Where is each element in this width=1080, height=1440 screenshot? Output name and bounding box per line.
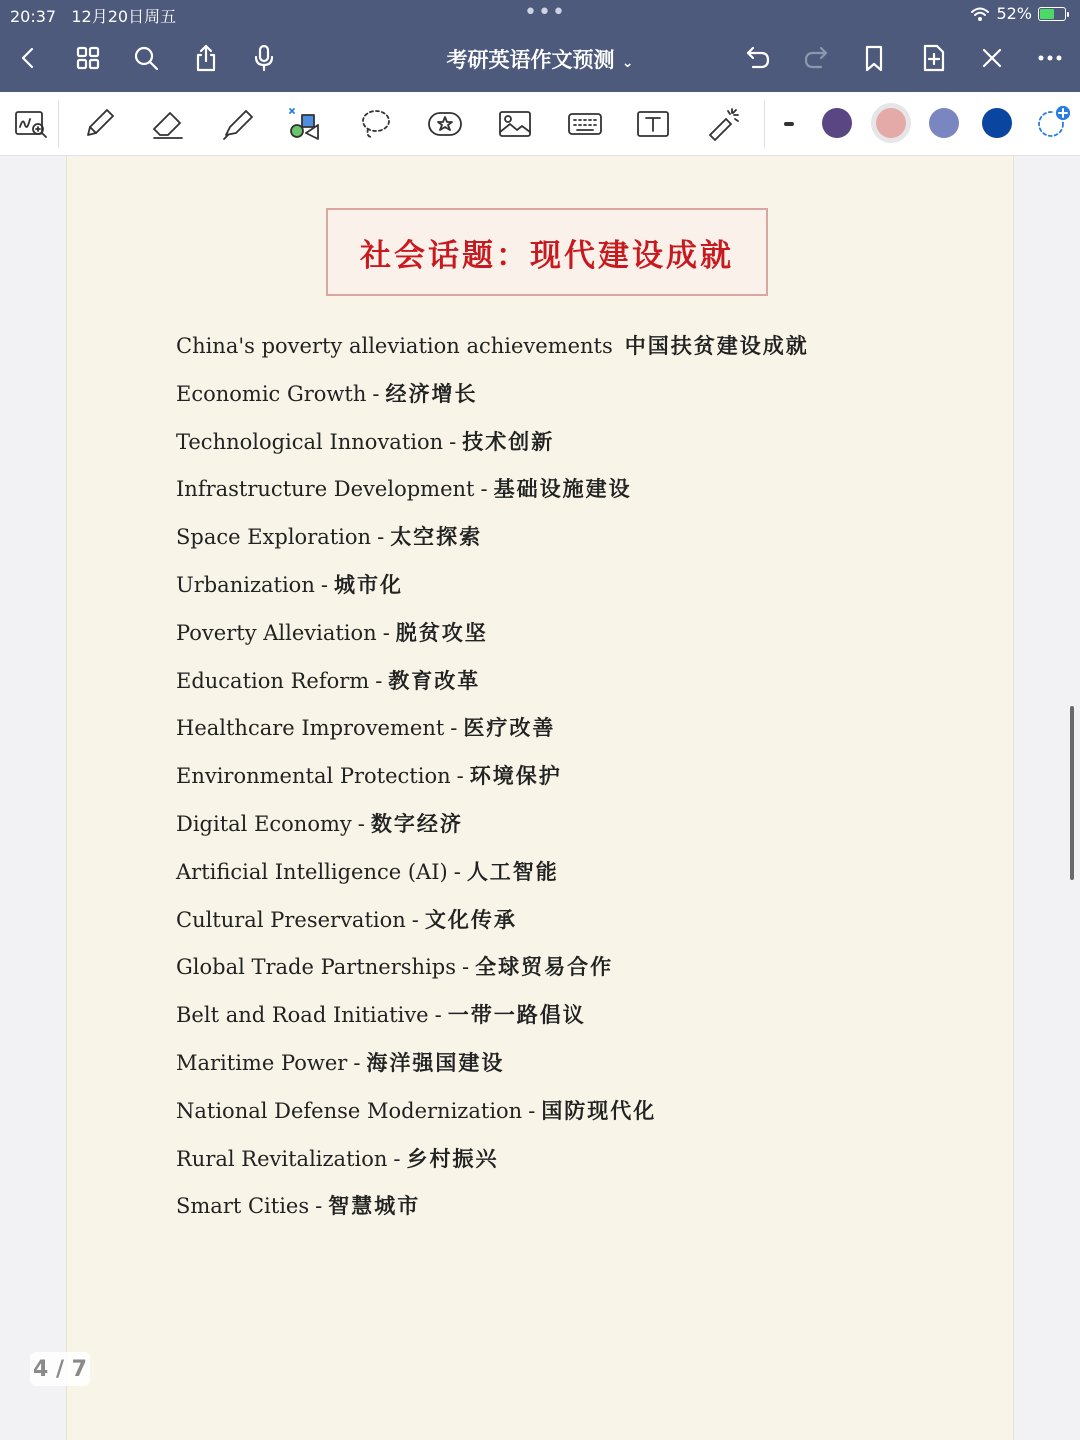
clock-date: 12月20日周五 <box>71 7 177 26</box>
term-separator: - <box>449 429 457 454</box>
list-item <box>176 418 976 466</box>
term-english: Infrastructure Development <box>176 477 475 502</box>
multitask-dots-icon[interactable]: ••• <box>524 0 566 25</box>
list-item <box>176 465 976 513</box>
bookmark-button[interactable] <box>854 38 894 78</box>
term-chinese: 乡村振兴 <box>406 1145 499 1171</box>
term-chinese: 技术创新 <box>462 428 555 454</box>
list-item <box>176 657 976 705</box>
zoom-write-tool[interactable] <box>8 102 54 146</box>
more-icon <box>1035 43 1065 73</box>
term-english: Poverty Alleviation <box>176 620 377 645</box>
undo-icon <box>743 43 773 73</box>
color-swatch-pink[interactable] <box>876 108 906 138</box>
term-separator: - <box>320 572 328 597</box>
list-item <box>176 800 976 848</box>
term-separator: - <box>393 1146 401 1171</box>
microphone-icon <box>249 43 279 73</box>
list-item <box>176 991 976 1039</box>
document-page[interactable] <box>66 156 1014 1440</box>
list-item <box>176 896 976 944</box>
search-button[interactable] <box>126 38 166 78</box>
term-english: Global Trade Partnerships <box>176 955 457 980</box>
term-separator: - <box>372 381 380 406</box>
term-list <box>176 322 976 1230</box>
term-chinese: 基础设施建设 <box>493 476 632 502</box>
lasso-tool[interactable] <box>352 102 398 146</box>
share-icon <box>191 43 221 73</box>
term-english: Smart Cities <box>176 1194 310 1219</box>
term-chinese: 中国扶贫建设成就 <box>624 333 809 358</box>
close-pen-button[interactable] <box>972 38 1012 78</box>
term-chinese: 智慧城市 <box>328 1193 421 1219</box>
term-english: Artificial Intelligence (AI) <box>176 859 448 884</box>
term-english: Maritime Power <box>176 1050 348 1075</box>
term-separator: - <box>382 620 390 645</box>
search-icon <box>131 43 161 73</box>
term-english: Digital Economy <box>176 811 352 836</box>
term-english: Environmental Protection <box>176 764 451 789</box>
keyboard-icon <box>566 105 604 143</box>
highlighter-tool[interactable] <box>214 102 260 146</box>
grid-view-button[interactable] <box>68 38 108 78</box>
text-box-icon <box>634 105 672 143</box>
list-item <box>176 513 976 561</box>
list-item <box>176 752 976 800</box>
text-box-tool[interactable] <box>630 102 676 146</box>
color-swatch-purple[interactable] <box>822 108 852 138</box>
more-button[interactable] <box>1030 38 1070 78</box>
term-separator: - <box>528 1098 536 1123</box>
color-swatch-blue[interactable] <box>982 108 1012 138</box>
microphone-button[interactable] <box>244 38 284 78</box>
sticker-star-icon <box>426 105 464 143</box>
highlighter-icon <box>218 105 256 143</box>
term-chinese: 国防现代化 <box>541 1097 657 1123</box>
term-chinese: 人工智能 <box>466 858 559 884</box>
term-chinese: 教育改革 <box>388 667 481 693</box>
term-chinese: 海洋强国建设 <box>366 1049 505 1075</box>
term-english: Education Reform <box>176 668 370 693</box>
list-item <box>176 609 976 657</box>
term-separator: - <box>450 716 458 741</box>
term-english: Technological Innovation <box>176 429 444 454</box>
list-item <box>176 1087 976 1135</box>
eraser-tool[interactable] <box>144 102 190 146</box>
battery-icon <box>1038 7 1066 21</box>
pen-icon <box>80 105 118 143</box>
laser-pointer-tool[interactable] <box>700 102 746 146</box>
add-page-icon <box>919 43 949 73</box>
term-separator: - <box>353 1050 361 1075</box>
term-chinese: 数字经济 <box>370 810 463 836</box>
document-title: 考研英语作文预测 <box>446 48 615 72</box>
term-separator: - <box>453 859 461 884</box>
pen-tool[interactable] <box>76 102 122 146</box>
term-separator: - <box>375 668 383 693</box>
image-tool[interactable] <box>492 102 538 146</box>
wifi-icon <box>970 6 990 22</box>
chevron-down-icon: ⌄ <box>621 55 634 71</box>
clock-time: 20:37 <box>10 7 57 26</box>
stroke-width-selector[interactable] <box>766 102 812 146</box>
term-chinese: 全球贸易合作 <box>475 954 614 980</box>
status-bar <box>0 0 1080 28</box>
term-english: Urbanization <box>176 572 315 597</box>
add-color-button[interactable] <box>1030 100 1076 144</box>
term-chinese: 一带一路倡议 <box>447 1002 586 1028</box>
term-chinese: 经济增长 <box>385 380 478 406</box>
status-time <box>10 4 176 27</box>
lasso-icon <box>356 105 394 143</box>
status-right <box>970 4 1066 23</box>
term-separator: - <box>456 764 464 789</box>
term-separator: - <box>434 1003 442 1028</box>
term-separator: - <box>357 811 365 836</box>
bookmark-icon <box>859 43 889 73</box>
eraser-icon <box>148 105 186 143</box>
add-color-icon <box>1034 103 1072 141</box>
term-separator: - <box>411 907 419 932</box>
back-button[interactable] <box>8 38 48 78</box>
topic-heading-box <box>326 208 768 296</box>
list-item <box>176 1039 976 1087</box>
list-item <box>176 370 976 418</box>
toolbar-divider <box>58 100 59 148</box>
term-chinese: 文化传承 <box>424 906 517 932</box>
redo-button[interactable] <box>796 38 836 78</box>
term-english: China's poverty alleviation achievements <box>176 334 613 358</box>
page-indicator: 4 / 7 <box>30 1352 90 1386</box>
list-item <box>176 1135 976 1183</box>
topic-heading: 社会话题：现代建设成就 <box>360 237 734 274</box>
color-swatch-lavender[interactable] <box>929 108 959 138</box>
drawing-toolbar <box>0 92 1080 156</box>
chevron-left-icon <box>13 43 43 73</box>
laser-pointer-icon <box>704 105 742 143</box>
shapes-icon <box>286 105 324 143</box>
scrollbar[interactable] <box>1070 706 1074 880</box>
list-item <box>176 848 976 896</box>
battery-percent: 52% <box>996 4 1032 23</box>
term-separator: - <box>315 1194 323 1219</box>
add-page-button[interactable] <box>914 38 954 78</box>
term-separator: - <box>462 955 470 980</box>
close-pencil-icon <box>977 43 1007 73</box>
term-chinese: 城市化 <box>333 571 403 597</box>
grid-icon <box>73 43 103 73</box>
term-chinese: 太空探索 <box>390 524 483 550</box>
redo-icon <box>801 43 831 73</box>
list-item <box>176 943 976 991</box>
keyboard-tool[interactable] <box>562 102 608 146</box>
term-english: Belt and Road Initiative <box>176 1003 429 1028</box>
list-item <box>176 704 976 752</box>
term-english: National Defense Modernization <box>176 1098 523 1123</box>
term-chinese: 脱贫攻坚 <box>395 619 488 645</box>
toolbar-divider <box>764 100 765 148</box>
list-item <box>176 561 976 609</box>
stroke-width-icon <box>770 105 808 143</box>
top-bar <box>0 0 1080 92</box>
shape-tool[interactable] <box>282 102 328 146</box>
term-english: Economic Growth <box>176 381 367 406</box>
term-chinese: 环境保护 <box>469 763 562 789</box>
term-chinese: 医疗改善 <box>463 715 556 741</box>
term-separator: - <box>480 477 488 502</box>
image-icon <box>496 105 534 143</box>
share-button[interactable] <box>186 38 226 78</box>
document-title-menu[interactable] <box>380 44 700 74</box>
zoom-write-icon <box>12 105 50 143</box>
list-item <box>176 1182 976 1230</box>
list-item <box>176 322 976 370</box>
term-english: Space Exploration <box>176 525 372 550</box>
sticker-tool[interactable] <box>422 102 468 146</box>
term-english: Healthcare Improvement <box>176 716 445 741</box>
undo-button[interactable] <box>738 38 778 78</box>
term-separator: - <box>377 525 385 550</box>
term-english: Rural Revitalization <box>176 1146 388 1171</box>
term-english: Cultural Preservation <box>176 907 406 932</box>
